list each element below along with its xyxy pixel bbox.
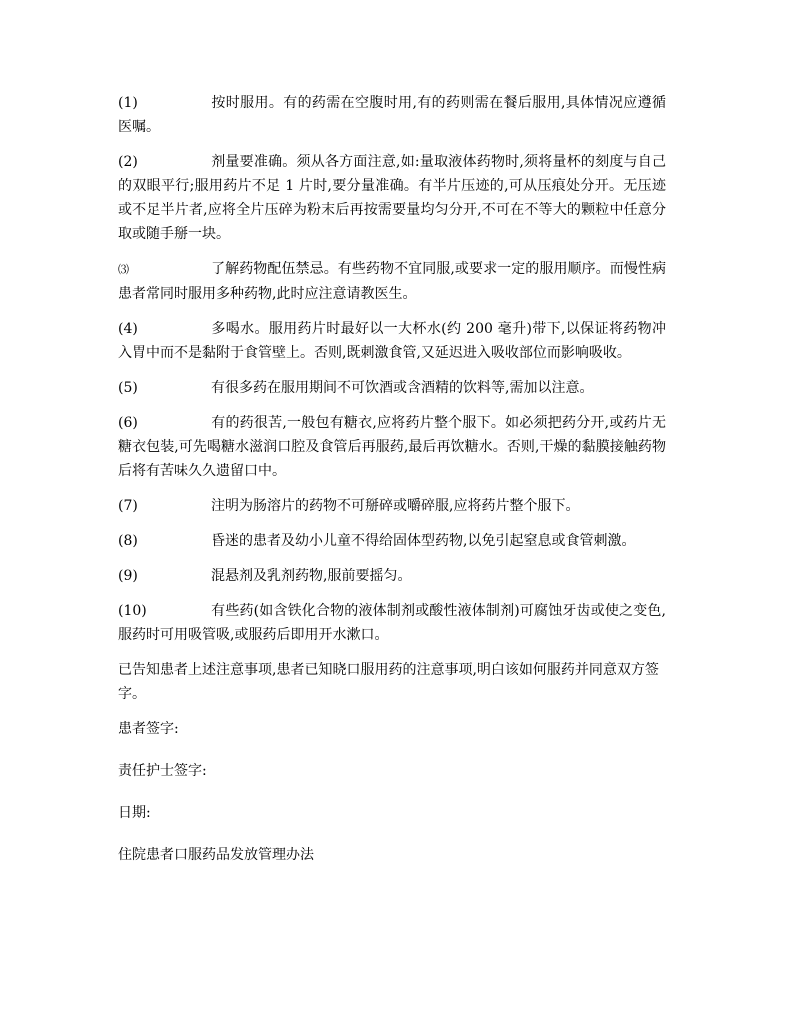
item-text: 剂量要准确。须从各方面注意,如:量取液体药物时,须将量杯的刻度与自己的双眼平行;服用药片不足 1 片时,要分量准确。有半片压迹的,可从压痕处分开。无压迹或不足半片者,应将全片压碎为粉末后再按需要量均匀分开,不可在不等大的颗粒中任意分取或随手掰一块。 <box>118 154 666 242</box>
consent-statement: 已告知患者上述注意事项,患者已知晓口服用药的注意事项,明白该如何服药并同意双方签字。 <box>118 662 659 702</box>
list-item <box>118 599 666 647</box>
list-item <box>118 411 666 483</box>
nurse-signature-label: 责任护士签字: <box>118 763 207 779</box>
item-number: (8) <box>118 533 138 549</box>
item-number: (9) <box>118 568 138 584</box>
list-item <box>118 494 666 518</box>
item-text: 了解药物配伍禁忌。有些药物不宜同服,或要求一定的服用顺序。而慢性病患者常同时服用多种药物,此时应注意请教医生。 <box>118 261 666 302</box>
list-item <box>118 91 666 139</box>
item-text: 按时服用。有的药需在空腹时用,有的药则需在餐后服用,具体情况应遵循医嘱。 <box>118 95 666 135</box>
item-text: 有的药很苦,一般包有糖衣,应将药片整个服下。如必须把药分开,或药片无糖衣包装,可先喝糖水滋润口腔及食管后再服药,最后再饮糖水。否则,干燥的黏膜接触药物后将有苦味久久遗留口中。 <box>118 415 666 479</box>
patient-signature-label: 患者签字: <box>118 721 179 737</box>
item-text: 有很多药在服用期间不可饮酒或含酒精的饮料等,需加以注意。 <box>211 380 594 396</box>
item-number: (5) <box>118 380 138 396</box>
list-item <box>118 150 666 246</box>
item-text: 昏迷的患者及幼小儿童不得给固体型药物,以免引起窒息或食管刺激。 <box>211 533 636 549</box>
item-text: 混悬剂及乳剂药物,服前要摇匀。 <box>211 568 412 584</box>
section-title: 住院患者口服药品发放管理办法 <box>118 847 314 863</box>
item-text: 注明为肠溶片的药物不可掰碎或嚼碎服,应将药片整个服下。 <box>211 498 580 514</box>
item-number: (1) <box>118 95 138 111</box>
item-text: 多喝水。服用药片时最好以一大杯水(约 200 毫升)带下,以保证将药物冲入胃中而不是黏附于食管壁上。否则,既刺激食管,又延迟进入吸收部位而影响吸收。 <box>118 321 666 361</box>
item-number: (7) <box>118 498 138 514</box>
list-item <box>118 376 666 400</box>
item-number: (6) <box>118 415 138 431</box>
document-page <box>118 91 666 878</box>
item-number: (2) <box>118 154 138 170</box>
item-number: ⑶ <box>118 263 129 276</box>
list-item <box>118 529 666 553</box>
list-item <box>118 564 666 588</box>
item-number: (10) <box>118 603 147 619</box>
item-text: 有些药(如含铁化合物的液体制剂或酸性液体制剂)可腐蚀牙齿或使之变色,服药时可用吸管吸,或服药后即用开水漱口。 <box>118 603 666 643</box>
list-item <box>118 257 666 306</box>
date-label: 日期: <box>118 805 151 821</box>
item-number: (4) <box>118 321 138 337</box>
list-item <box>118 317 666 365</box>
